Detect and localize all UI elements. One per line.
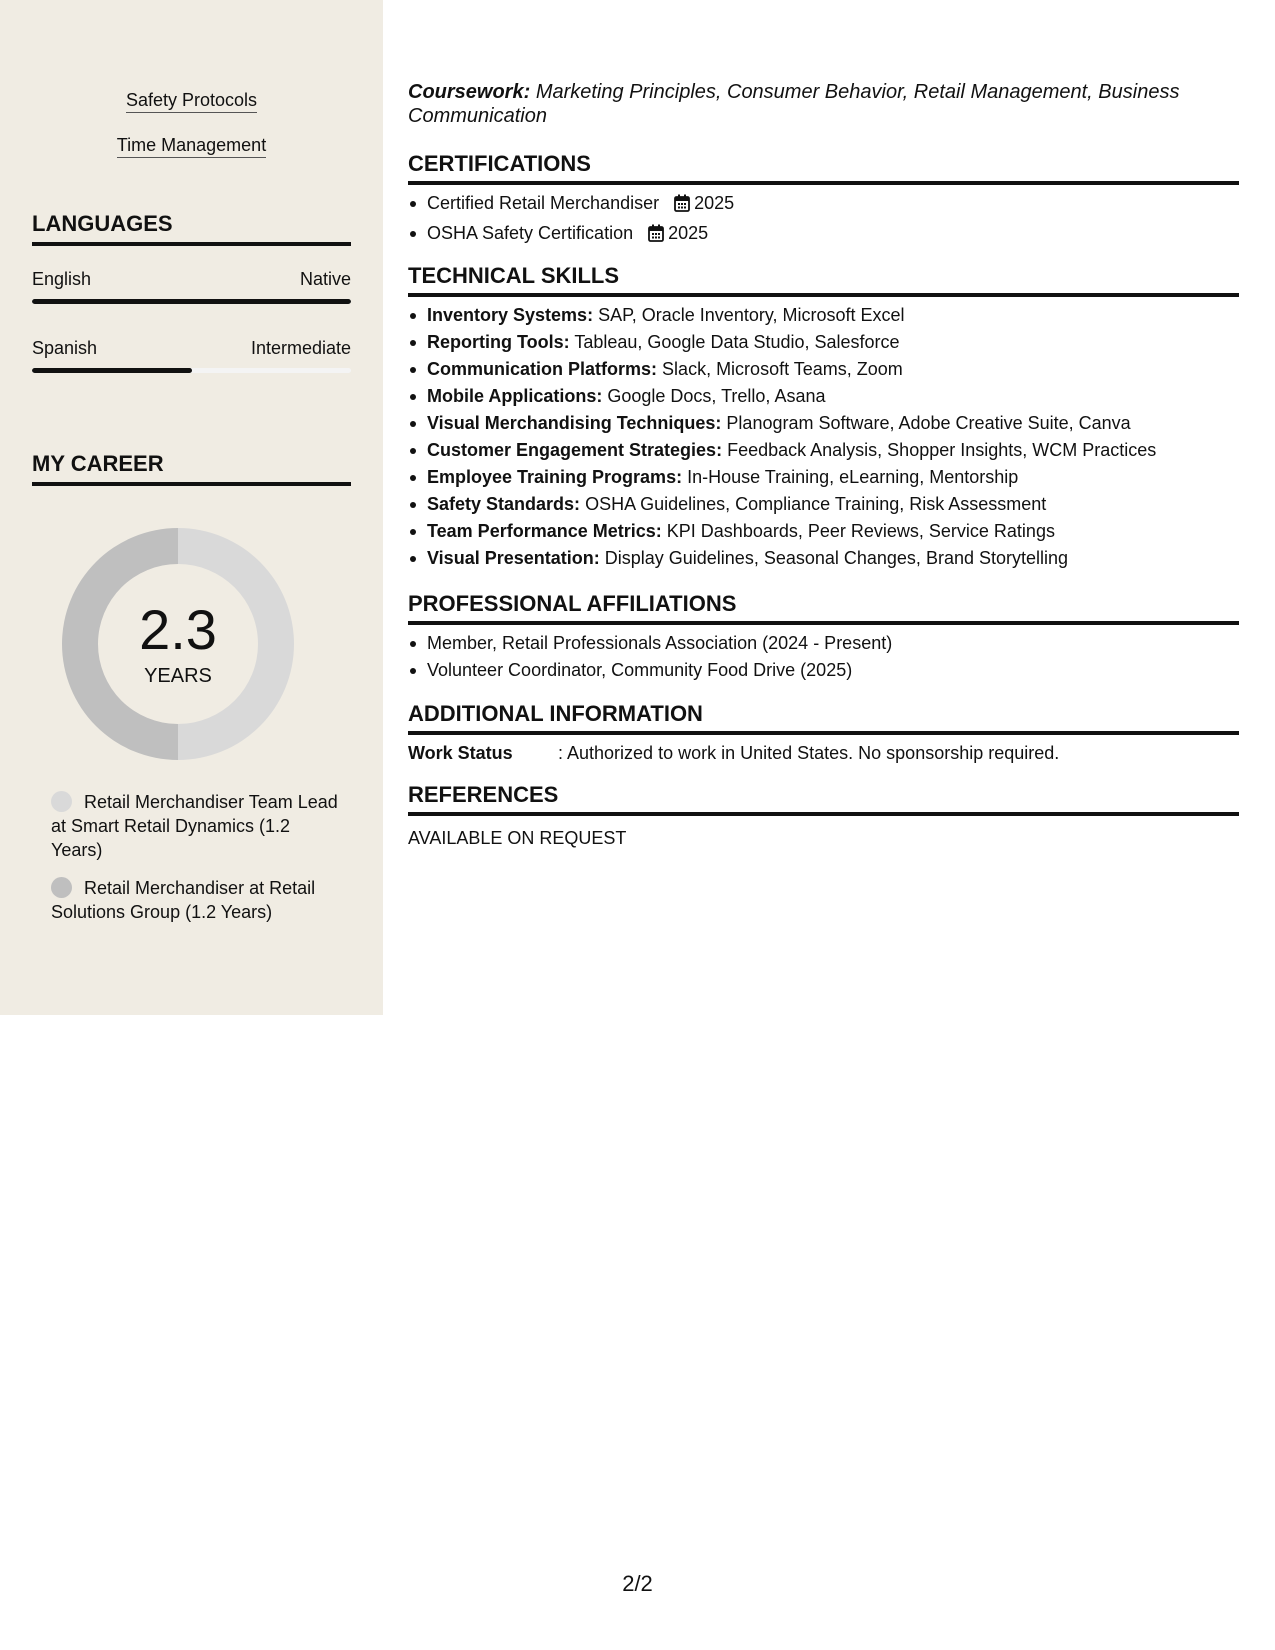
certification-name: Certified Retail Merchandiser <box>427 193 660 213</box>
work-status-label: Work Status <box>408 743 513 763</box>
skill-tag-label: Time Management <box>117 135 266 158</box>
coursework <box>408 80 1239 128</box>
page-number: 2/2 <box>622 1571 653 1596</box>
languages-heading: LANGUAGES <box>32 210 351 246</box>
technical-skill-item <box>427 410 1239 437</box>
technical-skill-text: OSHA Guidelines, Compliance Training, Risk Assessment <box>585 494 1047 514</box>
language-row <box>32 267 351 291</box>
affiliation-item: Member, Retail Professionals Association (2024 - Present) <box>427 630 1239 657</box>
certification-year: 2025 <box>694 193 735 213</box>
skill-tag <box>0 133 383 157</box>
career-total-unit: YEARS <box>144 665 212 687</box>
language-proficiency-bar <box>32 299 351 304</box>
certification-item <box>427 190 1239 220</box>
affiliations-list <box>427 630 1239 684</box>
technical-skills-list <box>427 302 1239 572</box>
career-item <box>51 876 341 924</box>
certification-year: 2025 <box>668 223 709 243</box>
certifications-heading: CERTIFICATIONS <box>408 150 1239 185</box>
technical-skill-label: Safety Standards: <box>427 494 581 514</box>
technical-skill-label: Team Performance Metrics: <box>427 521 662 541</box>
technical-skill-text: KPI Dashboards, Peer Reviews, Service Ratings <box>666 521 1055 541</box>
skill-tag-label: Safety Protocols <box>126 90 257 113</box>
career-item-label: Retail Merchandiser Team Lead at Smart Retail Dynamics (1.2 Years) <box>51 792 338 860</box>
technical-skill-text: Planogram Software, Adobe Creative Suite, Canva <box>726 413 1131 433</box>
technical-skill-label: Mobile Applications: <box>427 386 603 406</box>
technical-skill-text: Tableau, Google Data Studio, Salesforce <box>574 332 900 352</box>
certifications-list <box>427 190 1239 250</box>
technical-skill-label: Reporting Tools: <box>427 332 570 352</box>
certification-name: OSHA Safety Certification <box>427 223 634 243</box>
coursework-label: Coursework: <box>408 81 531 103</box>
skill-tag <box>0 88 383 112</box>
career-heading: MY CAREER <box>32 450 351 486</box>
career-total-value: 2.3 <box>139 598 217 661</box>
career-item-label: Retail Merchandiser at Retail Solutions Group (1.2 Years) <box>51 878 316 922</box>
references-text: AVAILABLE ON REQUEST <box>408 828 627 848</box>
technical-skill-item <box>427 491 1239 518</box>
technical-skill-label: Visual Presentation: <box>427 548 600 568</box>
technical-skill-item <box>427 383 1239 410</box>
technical-skill-item <box>427 356 1239 383</box>
language-name: Spanish <box>32 338 98 358</box>
technical-skill-label: Communication Platforms: <box>427 359 658 379</box>
certification-item <box>427 220 1239 250</box>
technical-skill-item <box>427 545 1239 572</box>
affiliation-item: Volunteer Coordinator, Community Food Drive (2025) <box>427 657 1239 684</box>
affiliations-heading: PROFESSIONAL AFFILIATIONS <box>408 590 1239 625</box>
technical-skill-text: SAP, Oracle Inventory, Microsoft Excel <box>598 305 905 325</box>
technical-skill-item <box>427 518 1239 545</box>
language-name: English <box>32 269 92 289</box>
language-level: Intermediate <box>250 338 351 358</box>
work-status-text: : Authorized to work in United States. No sponsorship required. <box>558 743 1060 763</box>
references-heading: REFERENCES <box>408 781 1239 816</box>
career-legend-dot <box>51 877 72 898</box>
language-proficiency-bar <box>32 368 351 373</box>
language-level: Native <box>299 269 351 289</box>
technical-skill-item <box>427 302 1239 329</box>
technical-skill-text: Feedback Analysis, Shopper Insights, WCM Practices <box>727 440 1157 460</box>
technical-skill-text: In-House Training, eLearning, Mentorship <box>687 467 1019 487</box>
coursework-text: Marketing Principles, Consumer Behavior, Retail Management, Business Communication <box>408 81 1180 127</box>
technical-skill-item <box>427 437 1239 464</box>
calendar-icon <box>648 223 664 250</box>
technical-skill-label: Customer Engagement Strategies: <box>427 440 723 460</box>
technical-skill-item <box>427 464 1239 491</box>
language-row <box>32 336 351 360</box>
additional-information-heading: ADDITIONAL INFORMATION <box>408 700 1239 735</box>
sidebar <box>0 0 383 1015</box>
technical-skill-text: Slack, Microsoft Teams, Zoom <box>662 359 903 379</box>
work-status <box>408 741 1239 765</box>
technical-skill-label: Employee Training Programs: <box>427 467 683 487</box>
technical-skill-label: Inventory Systems: <box>427 305 594 325</box>
language-proficiency-fill <box>32 368 192 373</box>
calendar-icon <box>674 193 690 220</box>
career-legend-dot <box>51 791 72 812</box>
technical-skill-text: Google Docs, Trello, Asana <box>607 386 826 406</box>
career-item <box>51 790 341 862</box>
technical-skill-item <box>427 329 1239 356</box>
technical-skills-heading: TECHNICAL SKILLS <box>408 262 1239 297</box>
technical-skill-label: Visual Merchandising Techniques: <box>427 413 722 433</box>
technical-skill-text: Display Guidelines, Seasonal Changes, Brand Storytelling <box>604 548 1069 568</box>
language-proficiency-fill <box>32 299 351 304</box>
